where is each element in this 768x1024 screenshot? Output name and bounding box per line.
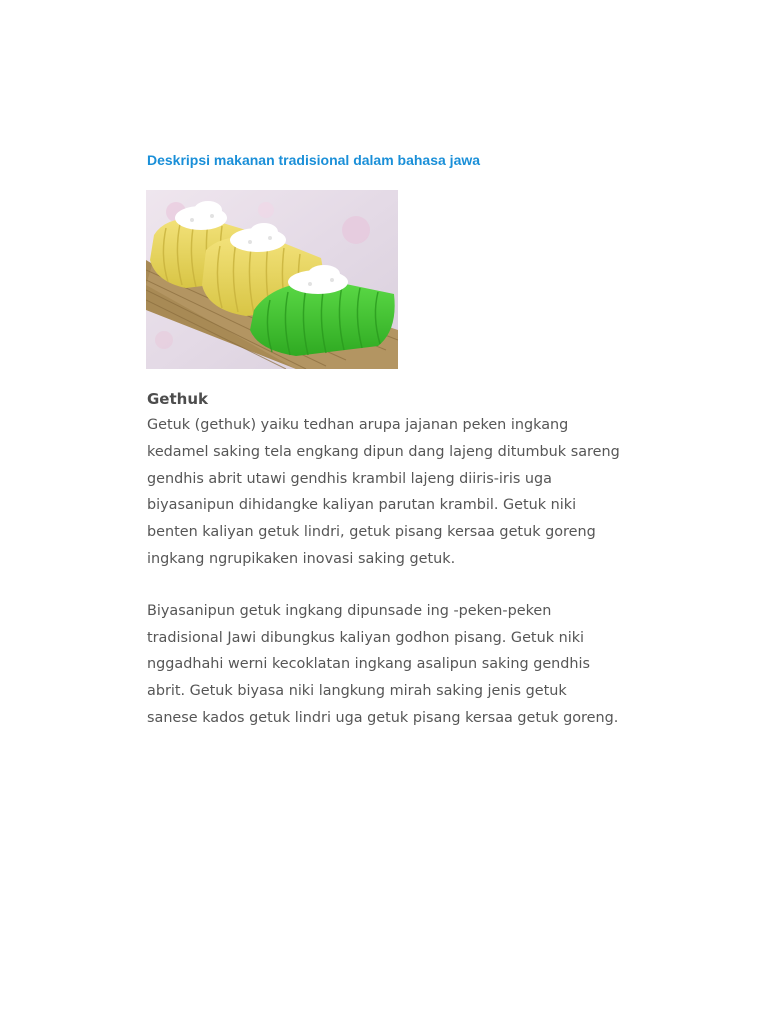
- paragraph-line: abrit. Getuk biyasa niki langkung mirah saking jenis getuk: [147, 683, 567, 700]
- paragraph-line: nggadhahi werni kecoklatan ingkang asalipun saking gendhis: [147, 656, 591, 673]
- article-body: [147, 386, 687, 732]
- paragraph-line: ingkang ngrupikaken inovasi saking getuk.: [147, 550, 456, 567]
- paragraph-line: gendhis abrit utawi gendhis krambil lajeng diiris-iris uga: [147, 470, 552, 487]
- paragraph-line: kedamel saking tela engkang dipun dang lajeng ditumbuk sareng: [147, 443, 620, 460]
- section-heading: Gethuk: [147, 390, 208, 408]
- paragraph: [147, 412, 687, 573]
- paragraph-spacer: [147, 573, 687, 598]
- gethuk-photo-icon: [146, 190, 398, 369]
- paragraph-line: benten kaliyan getuk lindri, getuk pisang kersaa getuk goreng: [147, 524, 596, 541]
- paragraph-line: Getuk (gethuk) yaiku tedhan arupa jajanan peken ingkang: [147, 417, 569, 433]
- paragraph-line: Biyasanipun getuk ingkang dipunsade ing -peken-peken: [147, 602, 552, 619]
- paragraph: [147, 598, 687, 732]
- paragraph-line: biyasanipun dihidangke kaliyan parutan krambil. Getuk niki: [147, 497, 577, 514]
- paragraph-line: sanese kados getuk lindri uga getuk pisang kersaa getuk goreng.: [147, 709, 619, 726]
- gethuk-photo: [146, 190, 398, 369]
- paragraph-line: tradisional Jawi dibungkus kaliyan godhon pisang. Getuk niki: [147, 629, 585, 646]
- document-title: Deskripsi makanan tradisional dalam bahasa jawa: [147, 152, 481, 168]
